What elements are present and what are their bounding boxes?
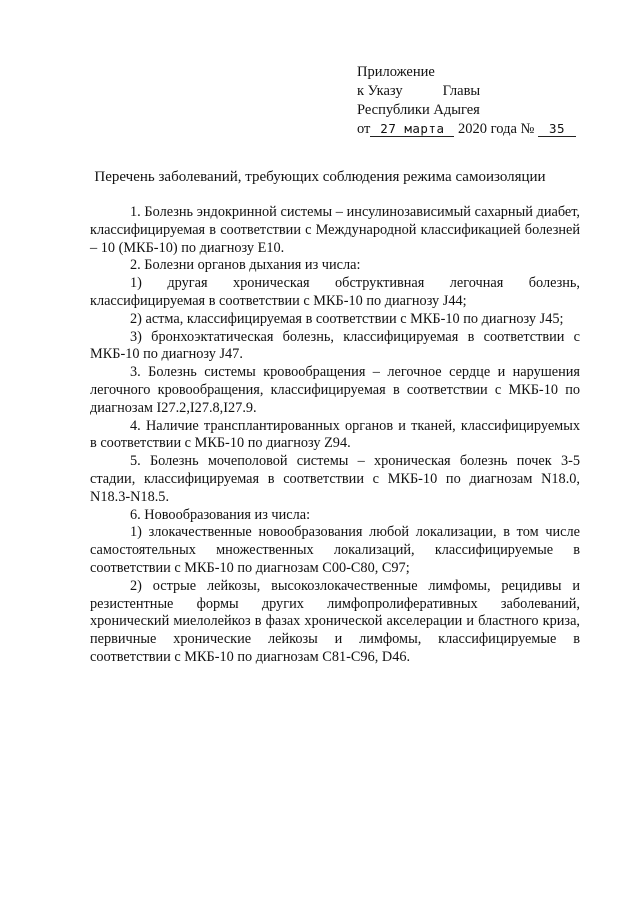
list-item-2-3: 3) бронхоэктатическая болезнь, классифицируемая в соответствии с МКБ-10 по диагнозу J47.: [90, 328, 580, 363]
disease-list: [90, 204, 580, 667]
year-number-text: 2020 года №: [458, 121, 535, 137]
list-item-5: 5. Болезнь мочеполовой системы – хроническая болезнь почек 3-5 стадии, классифицируемая в соответствии с МКБ-10 по диагнозам N18.0, N18.3-N18.5.: [90, 453, 580, 505]
list-item-4: 4. Наличие трансплантированных органов и тканей, классифицируемых в соответствии с МКБ-10 по диагнозу Z94.: [90, 417, 580, 452]
decree-text: к Указу: [357, 83, 403, 99]
list-item-6-1: 1) злокачественные новообразования любой локализации, в том числе самостоятельных множественных локализаций, классифицируемые в соответствии с МКБ-10 по диагнозам C00-C80, C97;: [90, 524, 580, 576]
list-item-2: 2. Болезни органов дыхания из числа:: [130, 257, 361, 274]
list-item-6-2: 2) острые лейкозы, высокозлокачественные лимфомы, рецидивы и резистентные формы других лимфопролиферативных заболеваний, хронический миелолейкоз в фазах хронической акселерации и бластного криза, первичные хронические лейкозы и лимфомы, классифицируемые в соответствии с МКБ-10 по диагнозам C81-C96, D46.: [90, 577, 580, 665]
document-title: Перечень заболеваний, требующих соблюдения режима самоизоляции: [94, 169, 546, 185]
list-item-6: 6. Новообразования из числа:: [130, 506, 311, 523]
date-number-line: [357, 120, 576, 139]
decree-number: 35: [538, 122, 576, 137]
date-prefix: от: [357, 121, 371, 137]
appendix-header: [357, 63, 576, 139]
list-item-2-2: 2) астма, классифицируемая в соответствии с МКБ-10 по диагнозу J45;: [130, 310, 564, 327]
decree-date: 27 марта: [370, 122, 454, 137]
appendix-label: Приложение: [357, 64, 435, 80]
head-text: Главы: [442, 83, 481, 99]
decree-line: [357, 82, 576, 101]
republic-line: Республики Адыгея: [357, 102, 480, 118]
list-item-1: 1. Болезнь эндокринной системы – инсулинозависимый сахарный диабет, классифицируемая в соответствии с Международной классификацией болезней – 10 (МКБ-10) по диагнозу E10.: [90, 204, 580, 256]
list-item-3: 3. Болезнь системы кровообращения – легочное сердце и нарушения легочного кровообращения, классифицируемая в соответствии с МКБ-10 по диагнозам I27.2,I27.8,I27.9.: [90, 364, 580, 416]
list-item-2-1: 1) другая хроническая обструктивная легочная болезнь, классифицируемая в соответствии с МКБ-10 по диагнозу J44;: [90, 275, 580, 309]
